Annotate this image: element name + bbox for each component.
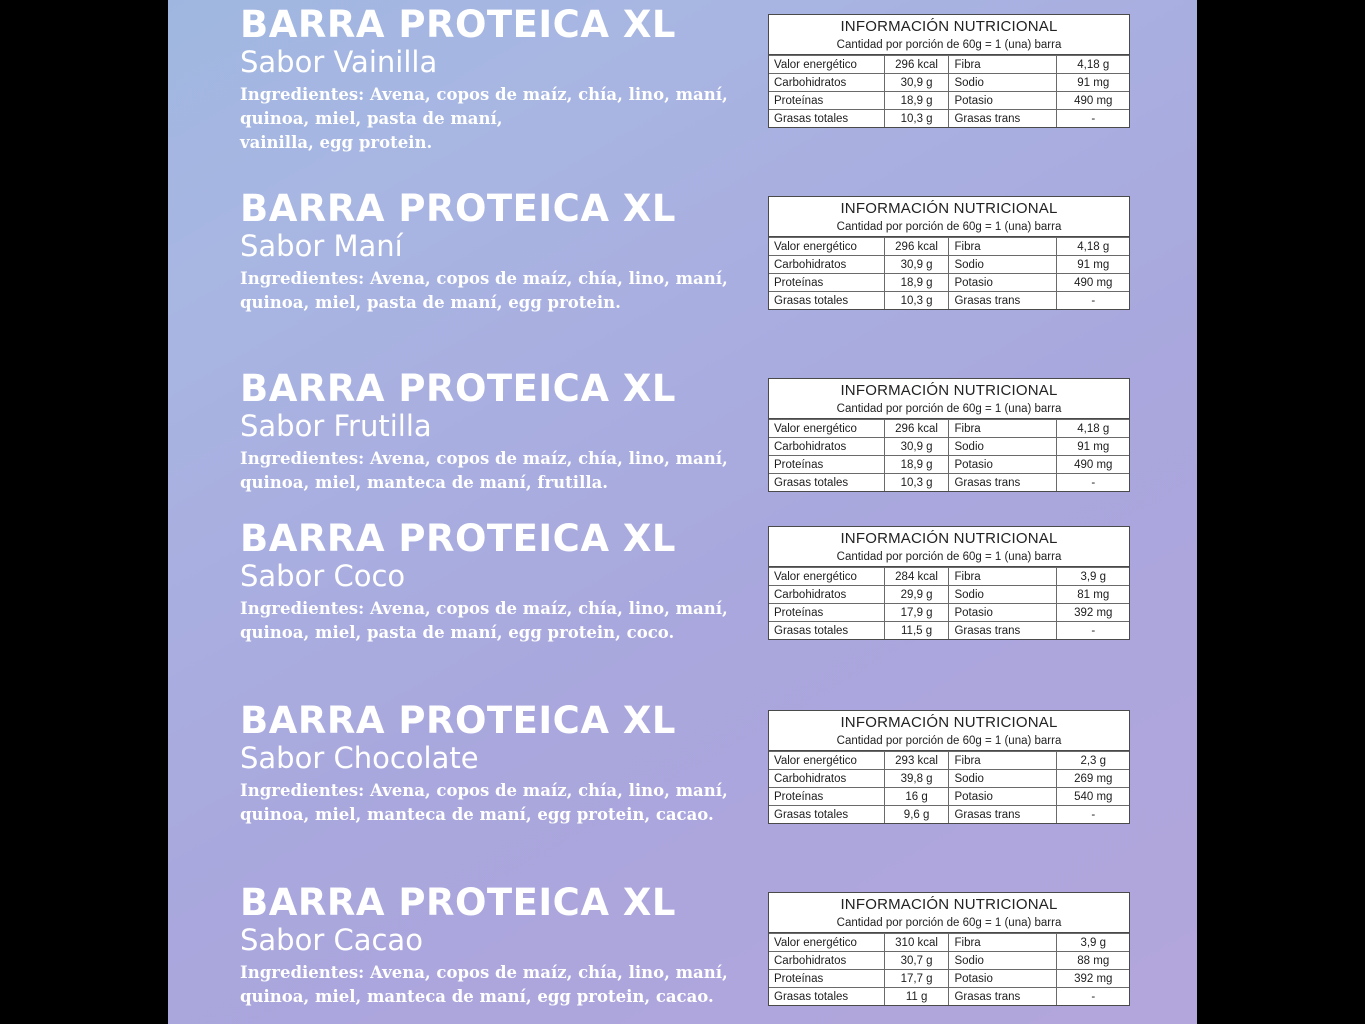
nutrition-cell: 293 kcal [884, 752, 949, 770]
nutrition-cell: Valor energético [769, 420, 884, 438]
nutrition-cell: Valor energético [769, 568, 884, 586]
nutrition-cell: Proteínas [769, 788, 884, 806]
nutrition-grid [769, 55, 1129, 127]
nutrition-cell: - [1057, 110, 1129, 128]
nutrition-facts-table [768, 526, 1130, 640]
nutrition-cell: Sodio [949, 952, 1057, 970]
product-flavor: Sabor Vainilla [240, 45, 438, 79]
ingredients-line [240, 267, 760, 291]
product-flavor: Sabor Chocolate [240, 741, 479, 775]
nutrition-cell: Sodio [949, 74, 1057, 92]
nutrition-cell: 17,9 g [884, 604, 949, 622]
nutrition-cell: 30,7 g [884, 952, 949, 970]
nutrition-cell: Proteínas [769, 92, 884, 110]
ingredients-line-text: quinoa, miel, manteca de maní, egg protein, cacao. [240, 805, 714, 825]
table-row [769, 92, 1129, 110]
table-row [769, 770, 1129, 788]
nutrition-cell: - [1057, 622, 1129, 640]
nutrition-cell: Sodio [949, 256, 1057, 274]
product-flavor: Sabor Frutilla [240, 409, 432, 443]
ingredients-text [240, 779, 760, 827]
ingredients-text [240, 597, 760, 645]
product-text-column [240, 367, 760, 495]
nutrition-cell: 11 g [884, 988, 949, 1006]
nutrition-cell: 3,9 g [1057, 934, 1129, 952]
nutrition-cell: Sodio [949, 770, 1057, 788]
ingredients-line-text: Avena, copos de maíz, chía, lino, maní, [370, 599, 728, 619]
nutrition-cell: Potasio [949, 456, 1057, 474]
table-row [769, 110, 1129, 128]
nutrition-cell: Grasas trans [949, 988, 1057, 1006]
nutrition-cell: 392 mg [1057, 604, 1129, 622]
nutrition-cell: 39,8 g [884, 770, 949, 788]
ingredients-line [240, 291, 760, 315]
nutrition-cell: 11,5 g [884, 622, 949, 640]
nutrition-cell: 296 kcal [884, 238, 949, 256]
ingredients-line [240, 985, 760, 1009]
nutrition-cell: Fibra [949, 568, 1057, 586]
ingredients-line-text: quinoa, miel, pasta de maní, [240, 109, 503, 129]
product-text-column [240, 881, 760, 1009]
nutrition-cell: 296 kcal [884, 420, 949, 438]
ingredients-line [240, 803, 760, 827]
nutrition-cell: Proteínas [769, 456, 884, 474]
nutrition-cell: Valor energético [769, 56, 884, 74]
nutrition-cell: 284 kcal [884, 568, 949, 586]
nutrition-cell: 18,9 g [884, 456, 949, 474]
table-row [769, 934, 1129, 952]
ingredients-label: Ingredientes: [240, 599, 365, 619]
table-row [769, 420, 1129, 438]
nutrition-cell: 310 kcal [884, 934, 949, 952]
ingredients-label: Ingredientes: [240, 449, 365, 469]
nutrition-cell: - [1057, 988, 1129, 1006]
table-row [769, 952, 1129, 970]
nutrition-grid [769, 237, 1129, 309]
table-row [769, 806, 1129, 824]
ingredients-text [240, 83, 760, 155]
ingredients-line-text: Avena, copos de maíz, chía, lino, maní, [370, 963, 728, 983]
nutrition-cell: Carbohidratos [769, 952, 884, 970]
product-flavor: Sabor Cacao [240, 923, 423, 957]
nutrition-header: INFORMACIÓN NUTRICIONAL [840, 896, 1058, 913]
nutrition-cell: Carbohidratos [769, 74, 884, 92]
nutrition-cell: 16 g [884, 788, 949, 806]
table-row [769, 238, 1129, 256]
product-text-column [240, 187, 760, 315]
nutrition-cell: - [1057, 806, 1129, 824]
table-row [769, 568, 1129, 586]
nutrition-portion: Cantidad por porción de 60g = 1 (una) barra [769, 734, 1129, 751]
product-title: BARRA PROTEICA XL [240, 367, 676, 410]
product-title: BARRA PROTEICA XL [240, 187, 676, 230]
ingredients-line-text: quinoa, miel, manteca de maní, egg protein, cacao. [240, 987, 714, 1007]
nutrition-cell: 4,18 g [1057, 238, 1129, 256]
nutrition-grid [769, 751, 1129, 823]
nutrition-cell: 490 mg [1057, 274, 1129, 292]
table-row [769, 988, 1129, 1006]
ingredients-line [240, 471, 760, 495]
nutrition-cell: Valor energético [769, 752, 884, 770]
nutrition-cell: 4,18 g [1057, 420, 1129, 438]
ingredients-line [240, 779, 760, 803]
nutrition-cell: 10,3 g [884, 110, 949, 128]
nutrition-cell: 91 mg [1057, 438, 1129, 456]
nutrition-cell: Sodio [949, 586, 1057, 604]
table-row [769, 256, 1129, 274]
nutrition-portion: Cantidad por porción de 60g = 1 (una) barra [769, 220, 1129, 237]
nutrition-cell: Fibra [949, 934, 1057, 952]
ingredients-line [240, 597, 760, 621]
nutrition-cell: 81 mg [1057, 586, 1129, 604]
nutrition-cell: Fibra [949, 420, 1057, 438]
table-row [769, 622, 1129, 640]
ingredients-line-text: quinoa, miel, pasta de maní, egg protein. [240, 293, 621, 313]
nutrition-cell: Valor energético [769, 238, 884, 256]
nutrition-portion: Cantidad por porción de 60g = 1 (una) barra [769, 402, 1129, 419]
nutrition-cell: 540 mg [1057, 788, 1129, 806]
table-row [769, 74, 1129, 92]
nutrition-cell: Potasio [949, 970, 1057, 988]
nutrition-cell: Grasas trans [949, 474, 1057, 492]
nutrition-cell: 9,6 g [884, 806, 949, 824]
nutrition-cell: Potasio [949, 604, 1057, 622]
nutrition-portion: Cantidad por porción de 60g = 1 (una) barra [769, 550, 1129, 567]
table-row [769, 274, 1129, 292]
ingredients-label: Ingredientes: [240, 963, 365, 983]
nutrition-cell: Grasas totales [769, 474, 884, 492]
ingredients-label: Ingredientes: [240, 781, 365, 801]
nutrition-grid [769, 933, 1129, 1005]
nutrition-facts-table [768, 378, 1130, 492]
nutrition-cell: Grasas totales [769, 110, 884, 128]
product-title: BARRA PROTEICA XL [240, 699, 676, 742]
ingredients-line-text: Avena, copos de maíz, chía, lino, maní, [370, 449, 728, 469]
nutrition-header: INFORMACIÓN NUTRICIONAL [840, 714, 1058, 731]
nutrition-facts-table [768, 196, 1130, 310]
nutrition-cell: Grasas totales [769, 622, 884, 640]
table-row [769, 970, 1129, 988]
nutrition-cell: 3,9 g [1057, 568, 1129, 586]
product-title: BARRA PROTEICA XL [240, 881, 676, 924]
ingredients-line-text: vainilla, egg protein. [240, 133, 433, 153]
product-title: BARRA PROTEICA XL [240, 3, 676, 46]
nutrition-cell: Fibra [949, 56, 1057, 74]
nutrition-facts-table [768, 710, 1130, 824]
ingredients-text [240, 961, 760, 1009]
nutrition-cell: Potasio [949, 274, 1057, 292]
nutrition-cell: Proteínas [769, 970, 884, 988]
nutrition-cell: Grasas trans [949, 110, 1057, 128]
nutrition-cell: Carbohidratos [769, 770, 884, 788]
nutrition-grid [769, 567, 1129, 639]
product-text-column [240, 699, 760, 827]
nutrition-cell: Valor energético [769, 934, 884, 952]
nutrition-cell: Carbohidratos [769, 256, 884, 274]
ingredients-line [240, 447, 760, 471]
ingredients-line-text: Avena, copos de maíz, chía, lino, maní, [370, 85, 728, 105]
nutrition-cell: Carbohidratos [769, 586, 884, 604]
nutrition-cell: Grasas trans [949, 806, 1057, 824]
nutrition-cell: Proteínas [769, 274, 884, 292]
nutrition-cell: 30,9 g [884, 256, 949, 274]
product-flavor: Sabor Maní [240, 229, 403, 263]
nutrition-cell: 29,9 g [884, 586, 949, 604]
product-title: BARRA PROTEICA XL [240, 517, 676, 560]
product-text-column [240, 517, 760, 645]
nutrition-facts-table [768, 14, 1130, 128]
nutrition-cell: 269 mg [1057, 770, 1129, 788]
nutrition-cell: Fibra [949, 752, 1057, 770]
nutrition-cell: Grasas trans [949, 622, 1057, 640]
nutrition-facts-table [768, 892, 1130, 1006]
ingredients-text [240, 447, 760, 495]
ingredients-line-text: quinoa, miel, manteca de maní, frutilla. [240, 473, 609, 493]
table-row [769, 474, 1129, 492]
table-row [769, 56, 1129, 74]
nutrition-cell: Grasas totales [769, 988, 884, 1006]
table-row [769, 586, 1129, 604]
product-flavor: Sabor Coco [240, 559, 406, 593]
nutrition-cell: 30,9 g [884, 74, 949, 92]
nutrition-cell: Grasas totales [769, 806, 884, 824]
nutrition-cell: 91 mg [1057, 74, 1129, 92]
nutrition-cell: 88 mg [1057, 952, 1129, 970]
nutrition-cell: 91 mg [1057, 256, 1129, 274]
nutrition-grid [769, 419, 1129, 491]
table-row [769, 438, 1129, 456]
table-row [769, 604, 1129, 622]
product-text-column [240, 3, 760, 155]
product-spec-sheet [168, 0, 1197, 1024]
ingredients-label: Ingredientes: [240, 85, 365, 105]
ingredients-line [240, 83, 760, 107]
nutrition-cell: 17,7 g [884, 970, 949, 988]
table-row [769, 752, 1129, 770]
ingredients-line [240, 131, 760, 155]
nutrition-cell: Grasas totales [769, 292, 884, 310]
nutrition-cell: Proteínas [769, 604, 884, 622]
nutrition-cell: - [1057, 292, 1129, 310]
nutrition-cell: 10,3 g [884, 474, 949, 492]
nutrition-header: INFORMACIÓN NUTRICIONAL [840, 18, 1058, 35]
ingredients-line-text: Avena, copos de maíz, chía, lino, maní, [370, 269, 728, 289]
nutrition-cell: 490 mg [1057, 456, 1129, 474]
nutrition-header: INFORMACIÓN NUTRICIONAL [840, 200, 1058, 217]
ingredients-line [240, 621, 760, 645]
ingredients-line-text: quinoa, miel, pasta de maní, egg protein, coco. [240, 623, 675, 643]
nutrition-header: INFORMACIÓN NUTRICIONAL [840, 530, 1058, 547]
nutrition-cell: 10,3 g [884, 292, 949, 310]
nutrition-cell: Sodio [949, 438, 1057, 456]
nutrition-cell: 392 mg [1057, 970, 1129, 988]
nutrition-cell: 30,9 g [884, 438, 949, 456]
table-row [769, 456, 1129, 474]
nutrition-portion: Cantidad por porción de 60g = 1 (una) barra [769, 916, 1129, 933]
nutrition-cell: 18,9 g [884, 92, 949, 110]
ingredients-line [240, 961, 760, 985]
nutrition-cell: 296 kcal [884, 56, 949, 74]
nutrition-cell: 18,9 g [884, 274, 949, 292]
nutrition-cell: Potasio [949, 788, 1057, 806]
ingredients-label: Ingredientes: [240, 269, 365, 289]
nutrition-cell: 4,18 g [1057, 56, 1129, 74]
nutrition-cell: Carbohidratos [769, 438, 884, 456]
table-row [769, 292, 1129, 310]
nutrition-cell: Fibra [949, 238, 1057, 256]
nutrition-cell: 2,3 g [1057, 752, 1129, 770]
ingredients-line-text: Avena, copos de maíz, chía, lino, maní, [370, 781, 728, 801]
ingredients-text [240, 267, 760, 315]
nutrition-portion: Cantidad por porción de 60g = 1 (una) barra [769, 38, 1129, 55]
nutrition-cell: Grasas trans [949, 292, 1057, 310]
nutrition-header: INFORMACIÓN NUTRICIONAL [840, 382, 1058, 399]
nutrition-cell: Potasio [949, 92, 1057, 110]
table-row [769, 788, 1129, 806]
nutrition-cell: 490 mg [1057, 92, 1129, 110]
nutrition-cell: - [1057, 474, 1129, 492]
ingredients-line [240, 107, 760, 131]
